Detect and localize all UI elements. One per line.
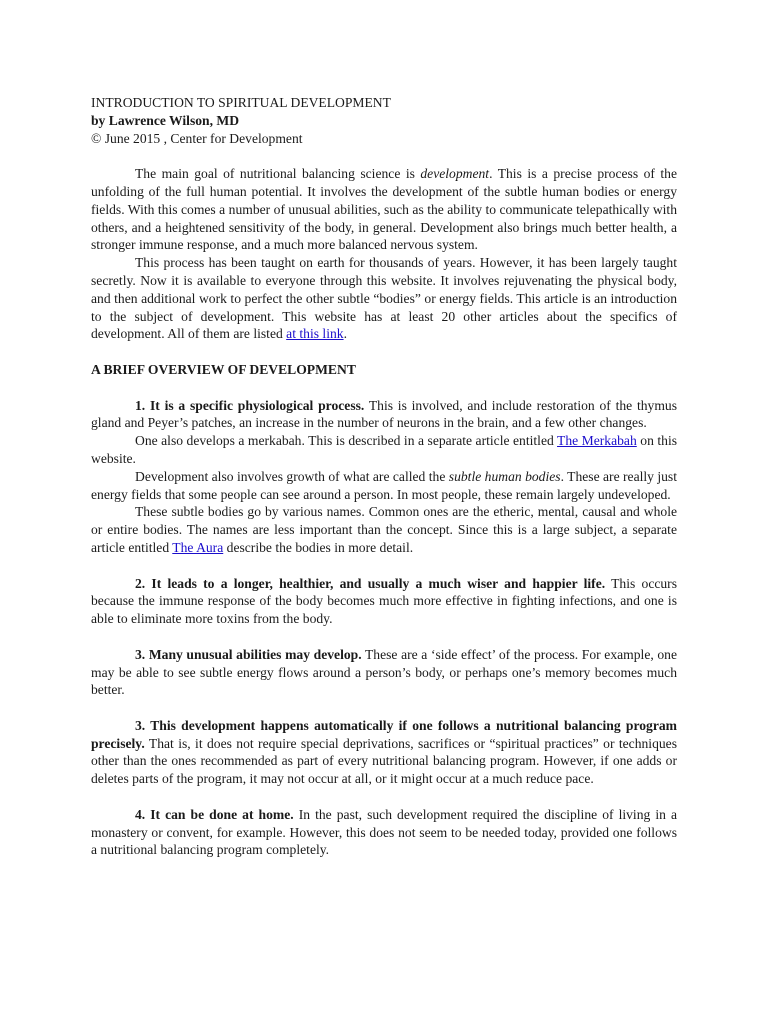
aura-link[interactable]: The Aura	[172, 539, 224, 555]
overview-item-3: 3. Many unusual abilities may develop. These are a ‘side effect’ of the process. For example, one may be able to see subtle energy flows around a person’s body, or perhaps one’s memory becomes much better.	[91, 646, 678, 698]
at-this-link[interactable]: at this link	[286, 326, 344, 342]
section-heading-overview: A BRIEF OVERVIEW OF DEVELOPMENT	[91, 361, 356, 377]
merkabah-link[interactable]: The Merkabah	[557, 433, 637, 449]
copyright-line: © June 2015 , Center for Development	[91, 130, 303, 146]
overview-item-4: 3. This development happens automatically if one follows a nutritional balancing program precisely. That is, it does not require special deprivations, sacrifices or “spiritual practices” or techniques other than the ones recommended as part of every nutritional balancing program. However, if one adds or deletes parts of the program, it may not occur at all, or it might occur at a much reduce pace.	[91, 717, 677, 787]
document-header	[91, 94, 677, 147]
subtle-bodies-paragraph: Development also involves growth of what are called the subtle human bodies. These are really just energy fields that some people can see around a person. In most people, these remain largely undeveloped.	[91, 468, 677, 502]
intro-paragraph-2: This process has been taught on earth for thousands of years. However, it has been largely taught secretly. Now it is available to everyone through this website. It involves rejuvenating the physical body, and then additional work to perfect the other subtle “bodies” or energy fields. This article is an introduction to the subject of development. This website has at least 20 other articles about the specifics of development. All of them are listed at this link.	[91, 255, 677, 342]
intro-paragraph-1: The main goal of nutritional balancing science is development. This is a precise process of the unfolding of the full human potential. It involves the development of the subtle human bodies or energy fields. With this comes a number of unusual abilities, such as the ability to communicate telepathically with others, and a heightened sensitivity of the body, in general. Development also brings much better health, a stronger immune response, and a much more balanced nervous system.	[91, 166, 677, 253]
author-line: by Lawrence Wilson, MD	[91, 112, 240, 128]
overview-item-5: 4. It can be done at home. In the past, such development required the discipline of living in a monastery or convent, for example. However, this does not seem to be needed today, provided one follows a nutritional balancing program completely.	[91, 806, 677, 858]
overview-item-2: 2. It leads to a longer, healthier, and usually a much wiser and happier life. This occurs because the immune response of the body becomes much more effective in fighting infections, and one is able to eliminate more toxins from the body.	[91, 575, 677, 627]
page-title: INTRODUCTION TO SPIRITUAL DEVELOPMENT	[91, 95, 391, 110]
merkabah-paragraph: One also develops a merkabah. This is described in a separate article entitled The Merkabah on this website.	[91, 433, 678, 466]
overview-item-1: 1. It is a specific physiological process. This is involved, and include restoration of the thymus gland and Peyer’s patches, an increase in the number of neurons in the brain, and a few other changes.	[91, 397, 678, 431]
subtle-names-paragraph: These subtle bodies go by various names. Common ones are the etheric, mental, causal and whole or entire bodies. The names are less important than the concept. Since this is a large subject, a separate article entitled The Aura describe the bodies in more detail.	[91, 504, 677, 555]
document-page	[91, 94, 677, 859]
